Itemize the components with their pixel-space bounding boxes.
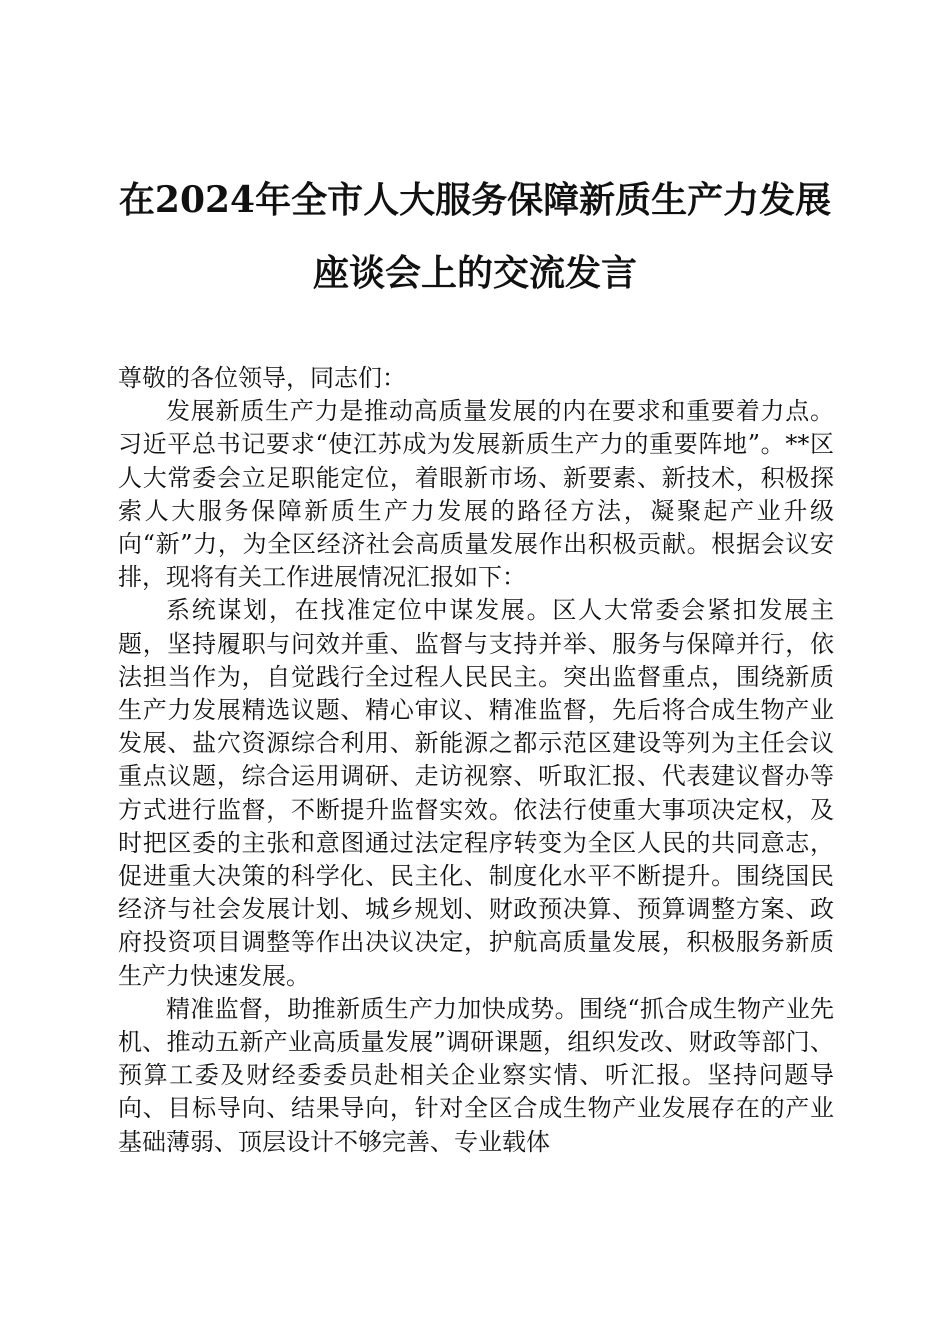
paragraph-3: 精准监督，助推新质生产力加快成势。围绕“抓合成生物产业先机、推动五新产业高质量发展”调研课题，组织发改、财政等部门、预算工委及财经委委员赴相关企业察实情、听汇报。坚持问题导向、目标导向、结果导向，针对全区合成生物产业发展存在的产业基础薄弱、顶层设计不够完善、专业载体 — [118, 994, 834, 1156]
salutation: 尊敬的各位领导，同志们： — [118, 364, 406, 392]
document-title-line-2: 座谈会上的交流发言 — [312, 252, 637, 294]
document-body — [118, 362, 834, 1159]
document-title-line-1: 在2024年全市人大服务保障新质生产力发展 — [118, 179, 832, 221]
paragraph-2: 系统谋划，在找准定位中谋发展。区人大常委会紧扣发展主题，坚持履职与问效并重、监督与支持并举、服务与保障并行，依法担当作为，自觉践行全过程人民民主。突出监督重点，围绕新质生产力发展精选议题、精心审议、精准监督，先后将合成生物产业发展、盐穴资源综合利用、新能源之都示范区建设等列为主任会议重点议题，综合运用调研、走访视察、听取汇报、代表建议督办等方式进行监督，不断提升监督实效。依法行使重大事项决定权，及时把区委的主张和意图通过法定程序转变为全区人民的共同意志，促进重大决策的科学化、民主化、制度化水平不断提升。围绕国民经济与社会发展计划、城乡规划、财政预决算、预算调整方案、政府投资项目调整等作出决议决定，护航高质量发展，积极服务新质生产力快速发展。 — [118, 596, 834, 990]
paragraph-1: 发展新质生产力是推动高质量发展的内在要求和重要着力点。习近平总书记要求“使江苏成为发展新质生产力的重要阵地”。**区人大常委会立足职能定位，着眼新市场、新要素、新技术，积极探索人大服务保障新质生产力发展的路径方法，凝聚起产业升级向“新”力，为全区经济社会高质量发展作出积极贡献。根据会议安排，现将有关工作进展情况汇报如下： — [118, 397, 834, 592]
